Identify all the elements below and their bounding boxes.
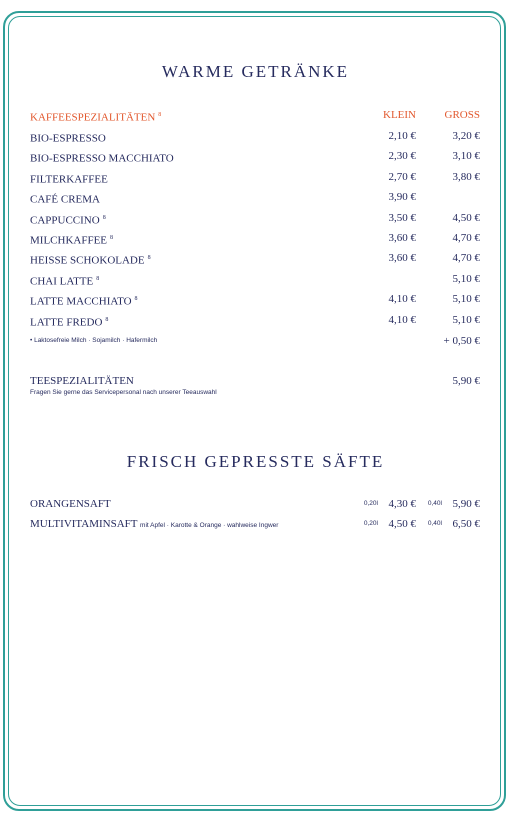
menu-item-price-large: 5,10 € xyxy=(452,293,480,306)
menu-item-row xyxy=(30,128,480,144)
milk-extras-text: • Laktosefreie Milch · Sojamilch · Hafermilch xyxy=(30,337,158,344)
menu-item-price-large: 4,70 € xyxy=(452,232,480,244)
menu-item-price-large: 3,10 € xyxy=(452,150,480,163)
additive-marker: 8 xyxy=(96,275,100,282)
menu-item-price-large: 3,20 € xyxy=(452,130,480,142)
milk-extras-row xyxy=(30,334,480,348)
gross-header: GROSS xyxy=(444,109,480,121)
menu-item-price-large: 5,10 € xyxy=(452,313,480,326)
additive-marker: 8 xyxy=(105,316,109,323)
juice-description: mit Apfel · Karotte & Orange · wahlweise Ingwer xyxy=(140,522,279,530)
menu-item-price-small: 4,10 € xyxy=(388,293,416,306)
juice-name: ORANGENSAFT xyxy=(30,498,111,510)
juice-row xyxy=(30,516,480,532)
menu-item-row xyxy=(30,230,480,246)
additive-marker: 8 xyxy=(102,214,106,221)
menu-item-name: CHAI LATTE $^8$ xyxy=(30,275,100,288)
menu-item-row xyxy=(30,169,480,185)
tea-price: 5,90 € xyxy=(452,375,480,387)
juice-size-small: 0,20l xyxy=(363,500,378,507)
additive-marker: 8 xyxy=(110,235,114,241)
menu-item-name: MILCHKAFFEE $^8$ xyxy=(30,234,114,247)
menu-item-price-large: 4,50 € xyxy=(452,211,480,224)
menu-item-row xyxy=(30,148,480,164)
menu-item-price-large: 5,10 € xyxy=(452,272,480,285)
menu-item-row xyxy=(30,210,480,226)
menu-item-name: CAPPUCCINO $^8$ xyxy=(30,214,106,227)
menu-item-row xyxy=(30,312,480,328)
menu-item-price-small: 2,70 € xyxy=(388,170,416,183)
menu-item-name: LATTE MACCHIATO $^8$ xyxy=(30,295,138,308)
juice-size-large: 0,40l xyxy=(427,500,442,507)
juice-size-small: 0,20l xyxy=(363,520,378,528)
menu-item-name: FILTERKAFFEE xyxy=(30,173,108,186)
juice-size-large: 0,40l xyxy=(427,520,442,528)
menu-item-price-small: 2,10 € xyxy=(388,130,416,142)
juice-row xyxy=(30,496,480,512)
coffee-header-row xyxy=(30,107,480,123)
juice-name: MULTIVITAMINSAFT mit Apfel · Karotte & Orange · wahlweise Ingwer xyxy=(30,518,279,531)
juice-price-large: 5,90 € xyxy=(452,498,480,510)
juice-price-large: 6,50 € xyxy=(452,518,480,531)
juice-price-small: 4,50 € xyxy=(388,518,416,531)
menu-item-price-small: 3,90 € xyxy=(388,191,416,204)
tea-note: Fragen Sie gerne das Servicepersonal nach unserer Teeauswahl xyxy=(30,389,217,396)
menu-item-name: BIO-ESPRESSO MACCHIATO xyxy=(30,153,174,166)
menu-item-name: CAFÉ CREMA xyxy=(30,193,100,206)
additive-marker: 8 xyxy=(147,255,151,262)
additive-marker: 8 xyxy=(158,112,162,118)
juices-title: FRISCH GEPRESSTE SÄFTE xyxy=(126,452,385,471)
menu-item-row xyxy=(30,250,480,266)
klein-header: KLEIN xyxy=(383,109,416,121)
juice-price-small: 4,30 € xyxy=(388,498,416,510)
menu-item-name: BIO-ESPRESSO xyxy=(30,132,106,145)
milk-extras-price: + 0,50 € xyxy=(443,335,480,347)
tea-name: TEESPEZIALITÄTEN xyxy=(30,375,134,387)
tea-row xyxy=(30,373,480,389)
menu-item-price-small: 3,60 € xyxy=(388,232,416,244)
menu-item-name: LATTE FREDO $^8$ xyxy=(30,316,109,329)
menu-item-price-small: 4,10 € xyxy=(388,313,416,326)
coffee-header-label: KAFFEESPEZIALITÄTEN $^8$ xyxy=(30,111,162,124)
menu-item-price-small: 3,50 € xyxy=(388,211,416,224)
menu-item-price-small: 2,30 € xyxy=(388,150,416,163)
menu-item-price-large: 3,80 € xyxy=(452,170,480,183)
menu-item-price-large: 4,70 € xyxy=(452,252,480,265)
menu-item-price-small: 3,60 € xyxy=(388,252,416,265)
menu-item-name: HEISSE SCHOKOLADE $^8$ xyxy=(30,255,151,268)
additive-marker: 8 xyxy=(134,296,138,303)
menu-item-row xyxy=(30,271,480,287)
menu-item-row xyxy=(30,189,480,205)
warm-drinks-title: WARME GETRÄNKE xyxy=(161,62,350,81)
menu-item-row xyxy=(30,291,480,307)
